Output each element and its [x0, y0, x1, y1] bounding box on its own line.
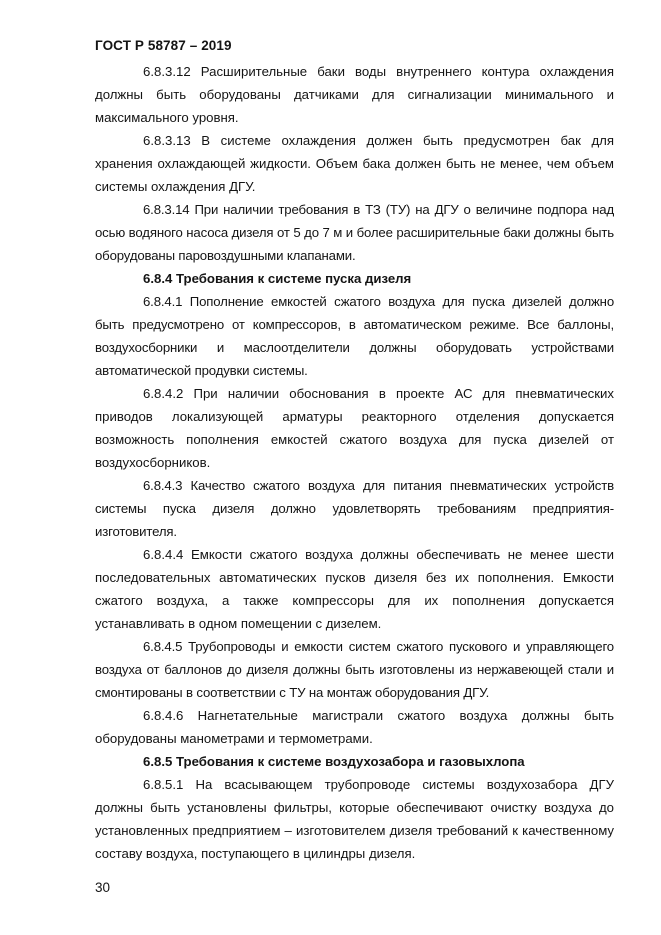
paragraph-6-8-4-1: 6.8.4.1 Пополнение емкостей сжатого воздуха для пуска дизелей должно быть предусмотрено от компрессоров, в автоматическом режиме. Все баллоны, воздухосборники и маслоотделители должны оборудовать устройствами автоматической продувки системы. [95, 294, 614, 378]
paragraph-6-8-4-6: 6.8.4.6 Нагнетательные магистрали сжатого воздуха должны быть оборудованы манометрами и термометрами. [95, 708, 614, 746]
section-heading-6-8-5: 6.8.5 Требования к системе воздухозабора и газовыхлопа [143, 754, 525, 769]
paragraph-6-8-4-4: 6.8.4.4 Емкости сжатого воздуха должны обеспечивать не менее шести последовательных автоматических пусков дизеля без их пополнения. Емкости сжатого воздуха, а также компрессоры для их пополнения допускается устанавливать в одном помещении с дизелем. [95, 547, 614, 631]
page-number: 30 [95, 880, 111, 895]
paragraph-6-8-5-1: 6.8.5.1 На всасывающем трубопроводе системы воздухозабора ДГУ должны быть установлены фильтры, которые обеспечивают очистку воздуха до установленных предприятием – изготовителем дизеля требований к качественному составу воздуха, поступающего в цилиндры дизеля. [95, 777, 614, 861]
document-header: ГОСТ Р 58787 – 2019 [95, 38, 232, 53]
document-body [95, 60, 614, 865]
paragraph-6-8-4-2: 6.8.4.2 При наличии обоснования в проекте АС для пневматических приводов локализующей арматуры реакторного отделения допускается возможность пополнения емкостей сжатого воздуха для пуска дизелей от воздухосборников. [95, 386, 614, 470]
section-heading-6-8-4: 6.8.4 Требования к системе пуска дизеля [143, 271, 412, 286]
paragraph-6-8-3-12: 6.8.3.12 Расширительные баки воды внутреннего контура охлаждения должны быть оборудованы датчиками для сигнализации минимального и максимального уровня. [95, 64, 614, 125]
paragraph-6-8-4-3: 6.8.4.3 Качество сжатого воздуха для питания пневматических устройств системы пуска дизеля должно удовлетворять требованиям предприятия-изготовителя. [95, 478, 614, 539]
paragraph-6-8-3-13: 6.8.3.13 В системе охлаждения должен быть предусмотрен бак для хранения охлаждающей жидкости. Объем бака должен быть не менее, чем объем системы охлаждения ДГУ. [95, 133, 614, 194]
paragraph-6-8-3-14: 6.8.3.14 При наличии требования в ТЗ (ТУ) на ДГУ о величине подпора над осью водяного насоса дизеля от 5 до 7 м и более расширительные баки должны быть оборудованы паровоздушными клапанами. [95, 202, 614, 263]
paragraph-6-8-4-5: 6.8.4.5 Трубопроводы и емкости систем сжатого пускового и управляющего воздуха от баллонов до дизеля должны быть изготовлены из нержавеющей стали и смонтированы в соответствии с ТУ на монтаж оборудования ДГУ. [95, 639, 614, 700]
